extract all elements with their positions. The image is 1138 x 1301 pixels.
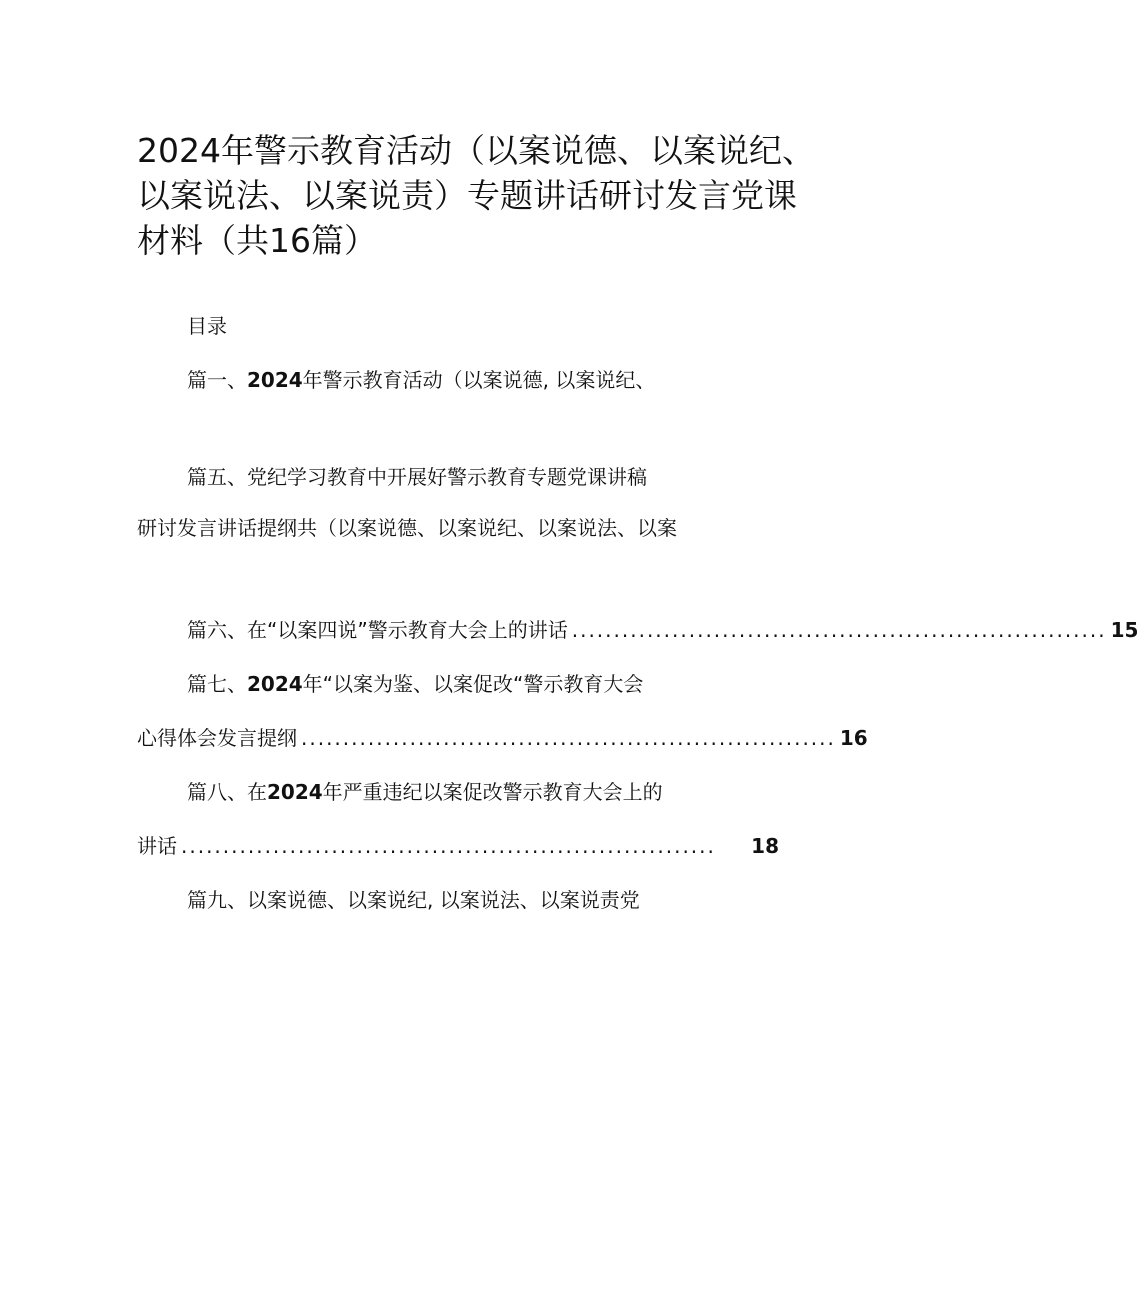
toc-entry-7-year: 2024 xyxy=(247,672,303,696)
document-title xyxy=(137,128,815,263)
toc-entry-6-page: 15 xyxy=(1110,618,1138,642)
toc-entry-7-continued xyxy=(137,724,868,752)
title-line-2: 以案说法、以案说责）专题讲话研讨发言党课 xyxy=(137,176,797,215)
toc-entry-7 xyxy=(187,670,643,698)
toc-entry-5-continued: 研讨发言讲话提纲共（以案说德、以案说纪、以案说法、以案 xyxy=(137,516,677,540)
toc-entry-1-prefix: 篇一、 xyxy=(187,368,247,392)
toc-entry-8-year: 2024 xyxy=(267,780,323,804)
toc-entry-5: 篇五、党纪学习教育中开展好警示教育专题党课讲稿 xyxy=(187,465,647,489)
toc-entry-9: 篇九、以案说德、以案说纪, 以案说法、以案说责党 xyxy=(187,888,640,912)
toc-entry-8-prefix: 篇八、在 xyxy=(187,780,267,804)
toc-entry-6 xyxy=(187,616,1138,644)
toc-entry-7-page: 16 xyxy=(839,726,868,750)
toc-entry-8-continued-text: 讲话 xyxy=(137,834,177,858)
toc-entry-8-page: 18 xyxy=(751,834,779,858)
toc-entry-7-prefix: 篇七、 xyxy=(187,672,247,696)
toc-leader-dots: ................................................................ xyxy=(181,834,716,858)
toc-entry-6-text: 篇六、在“以案四说”警示教育大会上的讲话 xyxy=(187,618,568,642)
toc-heading: 目录 xyxy=(187,314,227,338)
toc-entry-7-continued-text: 心得体会发言提纲 xyxy=(137,726,297,750)
toc-entry-8-rest: 年严重违纪以案促改警示教育大会上的 xyxy=(322,780,663,804)
toc-leader-dots: ................................................................ xyxy=(571,618,1107,642)
title-line-1: 2024年警示教育活动（以案说德、以案说纪、 xyxy=(137,131,815,170)
toc-leader-dots: ................................................................ xyxy=(301,726,836,750)
toc-entry-8-continued xyxy=(137,832,779,860)
toc-entry-7-rest: 年“以案为鉴、以案促改“警示教育大会 xyxy=(302,672,644,696)
toc-entry-1-rest: 年警示教育活动（以案说德, 以案说纪、 xyxy=(302,368,656,392)
toc-entry-8 xyxy=(187,778,663,806)
toc-entry-1-year: 2024 xyxy=(247,368,303,392)
toc-entry-1 xyxy=(187,366,655,394)
title-line-3: 材料（共16篇） xyxy=(137,221,377,260)
